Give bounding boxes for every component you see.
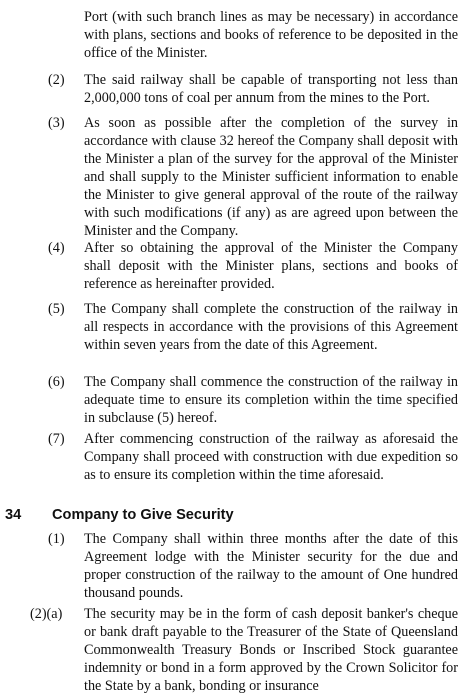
subclause-number: (7) <box>48 431 65 447</box>
subclause-3 <box>48 114 458 240</box>
subclause-number: (6) <box>48 374 65 390</box>
subclause-5 <box>48 300 458 354</box>
section-number: 34 <box>5 507 22 523</box>
subclause-number: (3) <box>48 115 65 131</box>
subclause-number: (4) <box>48 240 65 256</box>
continuation-paragraph <box>84 8 458 62</box>
subclause-text: After commencing construction of the railway as aforesaid the Company shall proceed with construction with due expedition so as to ensure its completion within the time aforesaid. <box>84 431 458 483</box>
subclause-text: The security may be in the form of cash deposit banker's cheque or bank draft payable to the Treasurer of the State of Queensland Commonwealth Treasury Bonds or Inscribed Stock guarantee indemnity or bond in a form approved by the Crown Solicitor for the State by a bank, bonding or insurance <box>84 606 458 694</box>
subclause-text: As soon as possible after the completion of the survey in accordance with clause 32 hereof the Company shall deposit with the Minister a plan of the survey for the approval of the Minister and shall supply to the Minister sufficient information to enable the Minister to give general approval of the route of the railway with such modifications (if any) as are agreed upon between the Minister and the Company. <box>84 115 458 239</box>
subclause-2 <box>48 71 458 107</box>
subclause-text: After so obtaining the approval of the Minister the Company shall deposit with the Minister plans, sections and books of reference as hereinafter provided. <box>84 240 458 292</box>
section-34-subclause-2a <box>30 605 458 695</box>
subclause-7 <box>48 430 458 484</box>
subclause-text: The Company shall commence the construction of the railway in adequate time to ensure its completion within the time specified in subclause (5) hereof. <box>84 374 458 426</box>
paragraph-text: Port (with such branch lines as may be necessary) in accordance with plans, sections and books of reference to be deposited in the office of the Minister. <box>84 9 458 61</box>
subclause-number: (2)(a) <box>30 606 63 622</box>
subclause-number: (1) <box>48 531 65 547</box>
subclause-text: The Company shall complete the construction of the railway in all respects in accordance with the provisions of this Agreement within seven years from the date of this Agreement. <box>84 301 458 353</box>
section-title: Company to Give Security <box>52 507 234 523</box>
section-34-subclause-1 <box>48 530 458 602</box>
section-heading <box>0 505 465 525</box>
subclause-number: (2) <box>48 72 65 88</box>
subclause-4 <box>48 239 458 293</box>
subclause-text: The Company shall within three months after the date of this Agreement lodge with the Minister security for the due and proper construction of the railway to the amount of One hundred thousand pounds. <box>84 531 458 601</box>
subclause-6 <box>48 373 458 427</box>
subclause-number: (5) <box>48 301 65 317</box>
subclause-text: The said railway shall be capable of transporting not less than 2,000,000 tons of coal per annum from the mines to the Port. <box>84 72 458 106</box>
